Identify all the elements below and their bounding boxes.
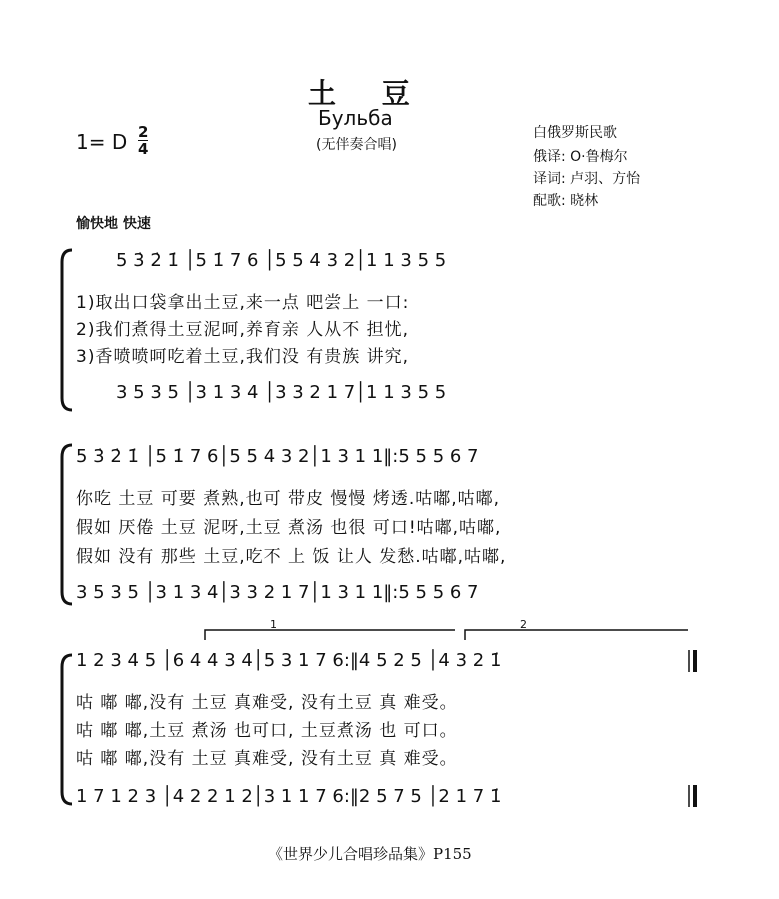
- system-1-lyric-1: 1)取出口袋拿出土豆,来一点 吧尝上 一口:: [76, 293, 410, 313]
- system-3-lyric-3: 咕 嘟 嘟,没有 土豆 真难受, 没有土豆 真 难受。: [76, 749, 458, 769]
- system-1-upper-voice: 5 3̇ 2̇ 1̇ │5 1̇ 7 6 │5 5 4 3 2│1 1 3 5 5: [116, 250, 447, 271]
- volta-2-line: [465, 630, 688, 640]
- source-citation: 《世界少儿合唱珍品集》P155: [268, 845, 472, 863]
- key-signature: 1= D: [76, 130, 128, 154]
- lyricist-credit: 译词: 卢羽、方怡: [533, 171, 641, 187]
- volta-1-label: 1: [270, 618, 277, 631]
- system-3-upper-voice: 1 2 3 4 5 │6 4 4 3 4│5 3 1 7 6:‖4 5 2 5 │4 3 2 1̇: [76, 650, 502, 671]
- system-1-lyric-2: 2)我们煮得土豆泥呵,养育亲 人从不 担忧,: [76, 320, 410, 340]
- system-3-lyric-2: 咕 嘟 嘟,土豆 煮汤 也可口, 土豆煮汤 也 可口。: [76, 721, 458, 741]
- time-sig-top: 2: [138, 123, 149, 141]
- system-2-upper-voice: 5 3̇ 2̇ 1̇ │5 1̇ 7 6│5 5 4 3 2│1 3 1 1‖:5 5 5 6 7: [76, 446, 479, 467]
- system-2-bracket: [62, 445, 72, 604]
- system-1-lyric-3: 3)香喷喷呵吃着土豆,我们没 有贵族 讲究,: [76, 347, 410, 367]
- performance-note: (无伴奏合唱): [316, 137, 397, 153]
- tempo-marking: 愉快地 快速: [76, 216, 151, 232]
- system-1-bracket: [62, 250, 72, 410]
- system-3-bracket: [62, 655, 72, 804]
- arranger-credit: 配歌: 晓林: [533, 193, 599, 209]
- volta-2-label: 2: [520, 618, 527, 631]
- volta-1-line: [205, 630, 455, 640]
- time-sig-bottom: 4: [138, 140, 149, 158]
- system-2-lower-voice: 3 5 3 5 │3 1 3 4│3 3 2 1 7│1 3 1 1‖:5 5 5 6 7: [76, 582, 479, 603]
- song-subtitle: Бульба: [318, 106, 393, 130]
- system-2-lyric-2: 假如 厌倦 土豆 泥呀,土豆 煮汤 也很 可口!咕嘟,咕嘟,: [76, 518, 502, 538]
- translator-credit: 俄译: O·鲁梅尔: [533, 149, 628, 165]
- origin-credit: 白俄罗斯民歌: [533, 125, 617, 141]
- system-3-lower-voice: 1 7 1 2 3 │4 2 2 1 2│3 1 1 7 6:‖2 5 7 5 │2 1 7 1̇: [76, 786, 502, 807]
- song-title: 土 豆: [308, 77, 428, 110]
- system-2-lyric-3: 假如 没有 那些 土豆,吃不 上 饭 让人 发愁.咕嘟,咕嘟,: [76, 547, 507, 567]
- system-1-lower-voice: 3 5 3 5 │3 1 3 4 │3 3 2 1 7│1 1 3 5 5: [116, 382, 447, 403]
- system-2-lyric-1: 你吃 土豆 可要 煮熟,也可 带皮 慢慢 烤透.咕嘟,咕嘟,: [76, 489, 501, 509]
- system-3-lyric-1: 咕 嘟 嘟,没有 土豆 真难受, 没有土豆 真 难受。: [76, 693, 458, 713]
